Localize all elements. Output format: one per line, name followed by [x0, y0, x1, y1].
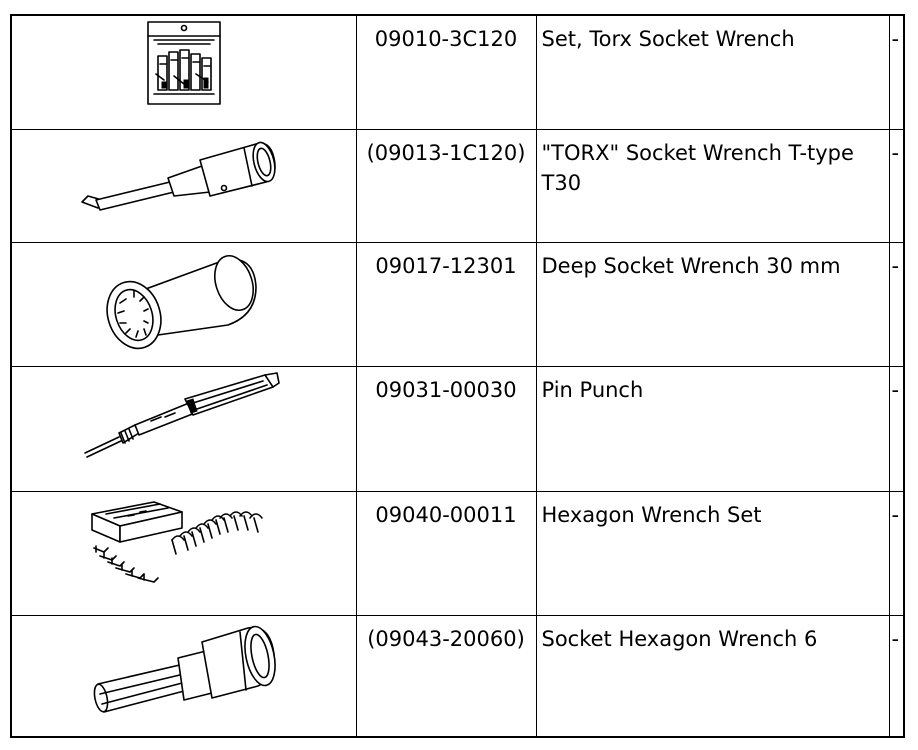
tool-name: Socket Hexagon Wrench 6 — [536, 615, 889, 738]
table-row — [12, 615, 905, 738]
tool-illustration-cell — [12, 615, 356, 738]
hexagon-wrench-set-icon — [84, 492, 284, 592]
tool-illustration-cell — [12, 242, 356, 366]
remark: - — [889, 129, 905, 242]
tool-name: Pin Punch — [536, 366, 889, 491]
part-number: (09013-1C120) — [356, 129, 536, 242]
tool-illustration-cell — [12, 129, 356, 242]
remark: - — [889, 242, 905, 366]
tool-name: Hexagon Wrench Set — [536, 491, 889, 615]
tool-name: "TORX" Socket Wrench T-type T30 — [536, 129, 889, 242]
tool-illustration-cell — [12, 16, 356, 129]
tool-illustration-cell — [12, 366, 356, 491]
remark: - — [889, 16, 905, 129]
table-row — [12, 491, 905, 615]
table-row — [12, 242, 905, 366]
tool-table-frame — [10, 14, 905, 738]
part-number: 09040-00011 — [356, 491, 536, 615]
tool-name: Deep Socket Wrench 30 mm — [536, 242, 889, 366]
remark: - — [889, 491, 905, 615]
remark: - — [889, 366, 905, 491]
pin-punch-icon — [79, 367, 289, 467]
tool-name: Set, Torx Socket Wrench — [536, 16, 889, 129]
table-row — [12, 366, 905, 491]
socket-hexagon-wrench-icon — [84, 616, 284, 726]
part-number: 09017-12301 — [356, 242, 536, 366]
tool-illustration-cell — [12, 491, 356, 615]
table-row — [12, 129, 905, 242]
deep-socket-icon — [104, 243, 264, 353]
t-type-torx-socket-wrench-icon — [74, 130, 294, 220]
part-number: 09010-3C120 — [356, 16, 536, 129]
remark: - — [889, 615, 905, 738]
part-number: (09043-20060) — [356, 615, 536, 738]
table-row — [12, 16, 905, 129]
special-service-tools-table — [12, 16, 905, 738]
torx-socket-set-icon — [144, 16, 224, 108]
part-number: 09031-00030 — [356, 366, 536, 491]
